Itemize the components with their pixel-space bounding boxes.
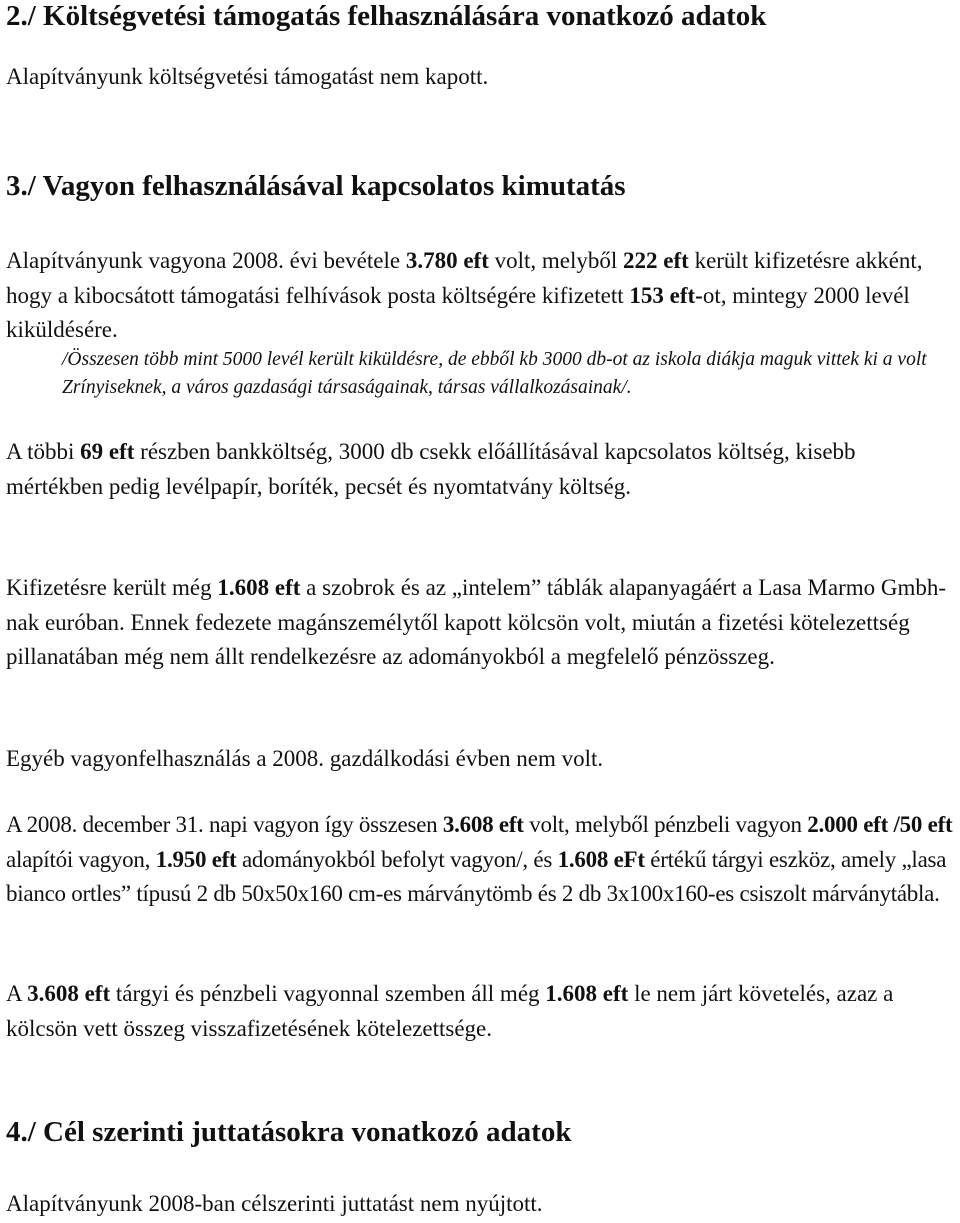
paragraph-debt <box>6 977 956 1046</box>
text-run: került kifizetésre akként, hogy a kibocsátott támogatási felhívások posta költségére kifizetett <box>6 248 923 308</box>
amount-tangible-assets: 1.608 eFt <box>557 846 645 872</box>
paragraph-income <box>6 244 956 348</box>
amount-postage: 153 eft- <box>629 282 703 308</box>
text-run: le nem járt követelés, azaz a kölcsön vett összeg visszafizetésének kötelezettsége. <box>6 981 894 1041</box>
text-run: alapítói vagyon, <box>6 846 156 872</box>
text-run: A 2008. december 31. napi vagyon így összesen <box>6 812 443 837</box>
section-heading-4: 4./ Cél szerinti juttatásokra vonatkozó adatok <box>6 1116 572 1148</box>
amount-remaining: 69 eft <box>80 439 135 464</box>
paragraph-statues <box>6 571 956 675</box>
section-heading-3: 3./ Vagyon felhasználásával kapcsolatos kimutatás <box>6 170 626 202</box>
text-run: a szobrok és az „intelem” táblák alapanyagáért a Lasa Marmo Gmbh-nak euróban. Ennek fedezete magánszemélytől kapott kölcsön volt, miután a fizetési kötelezettség pillanatában még nem állt rendelkezésre az adományokból a megfelelő pénzösszeg. <box>6 575 947 669</box>
amount-donations: 1.950 eft <box>155 846 237 872</box>
text-run: adományokból befolyt vagyon/, és <box>236 846 558 872</box>
text-run: értékű tárgyi eszköz, amely „lasa bianco ortles” típusú 2 db 50x50x160 cm-es márványtömb és 2 db 3x100x160-es csiszolt márványtábla. <box>6 846 947 906</box>
amount-outstanding: 1.608 eft <box>545 981 629 1006</box>
text-run: tárgyi és pénzbeli vagyonnal szemben áll még <box>110 981 546 1006</box>
text-run: ot, mintegy 2000 levél kiküldésére. <box>6 282 910 342</box>
amount-paid: 222 eft <box>623 248 689 273</box>
text-run: részben bankköltség, 3000 db csekk előállításával kapcsolatos költség, kisebb mértékben pedig levélpapír, boríték, pecsét és nyomtatvány költség. <box>6 439 856 499</box>
paragraph-remaining-costs <box>6 435 956 504</box>
text-run: A <box>6 981 28 1006</box>
amount-assets-ref: 3.608 eft <box>27 981 111 1006</box>
text-run: volt, melyből <box>488 248 624 273</box>
amount-total-assets: 3.608 eft <box>442 812 524 837</box>
paragraph-grants: Alapítványunk 2008-ban célszerinti juttatást nem nyújtott. <box>6 1191 543 1216</box>
amount-cash-assets: 2.000 eft /50 eft <box>807 812 953 837</box>
text-run: Alapítványunk vagyona 2008. évi bevétele <box>6 248 406 273</box>
paragraph-assets <box>6 808 956 912</box>
amount-income: 3.780 eft <box>405 248 489 273</box>
section-heading-2: 2./ Költségvetési támogatás felhasználására vonatkozó adatok <box>6 0 767 32</box>
paragraph-budget-support: Alapítványunk költségvetési támogatást nem kapott. <box>6 64 489 89</box>
amount-statues: 1.608 eft <box>217 575 301 600</box>
paragraph-letters-note: /Összesen több mint 5000 levél került kiküldésre, de ebből kb 3000 db-ot az iskola diákja maguk vittek ki a volt Zrínyiseknek, a város gazdasági társaságainak, társas vállalkozásainak/. <box>62 349 927 398</box>
text-run: volt, melyből pénzbeli vagyon <box>523 812 808 837</box>
text-run: Kifizetésre került még <box>6 575 218 600</box>
paragraph-other-use: Egyéb vagyonfelhasználás a 2008. gazdálkodási évben nem volt. <box>6 746 604 771</box>
text-run: A többi <box>6 439 81 464</box>
